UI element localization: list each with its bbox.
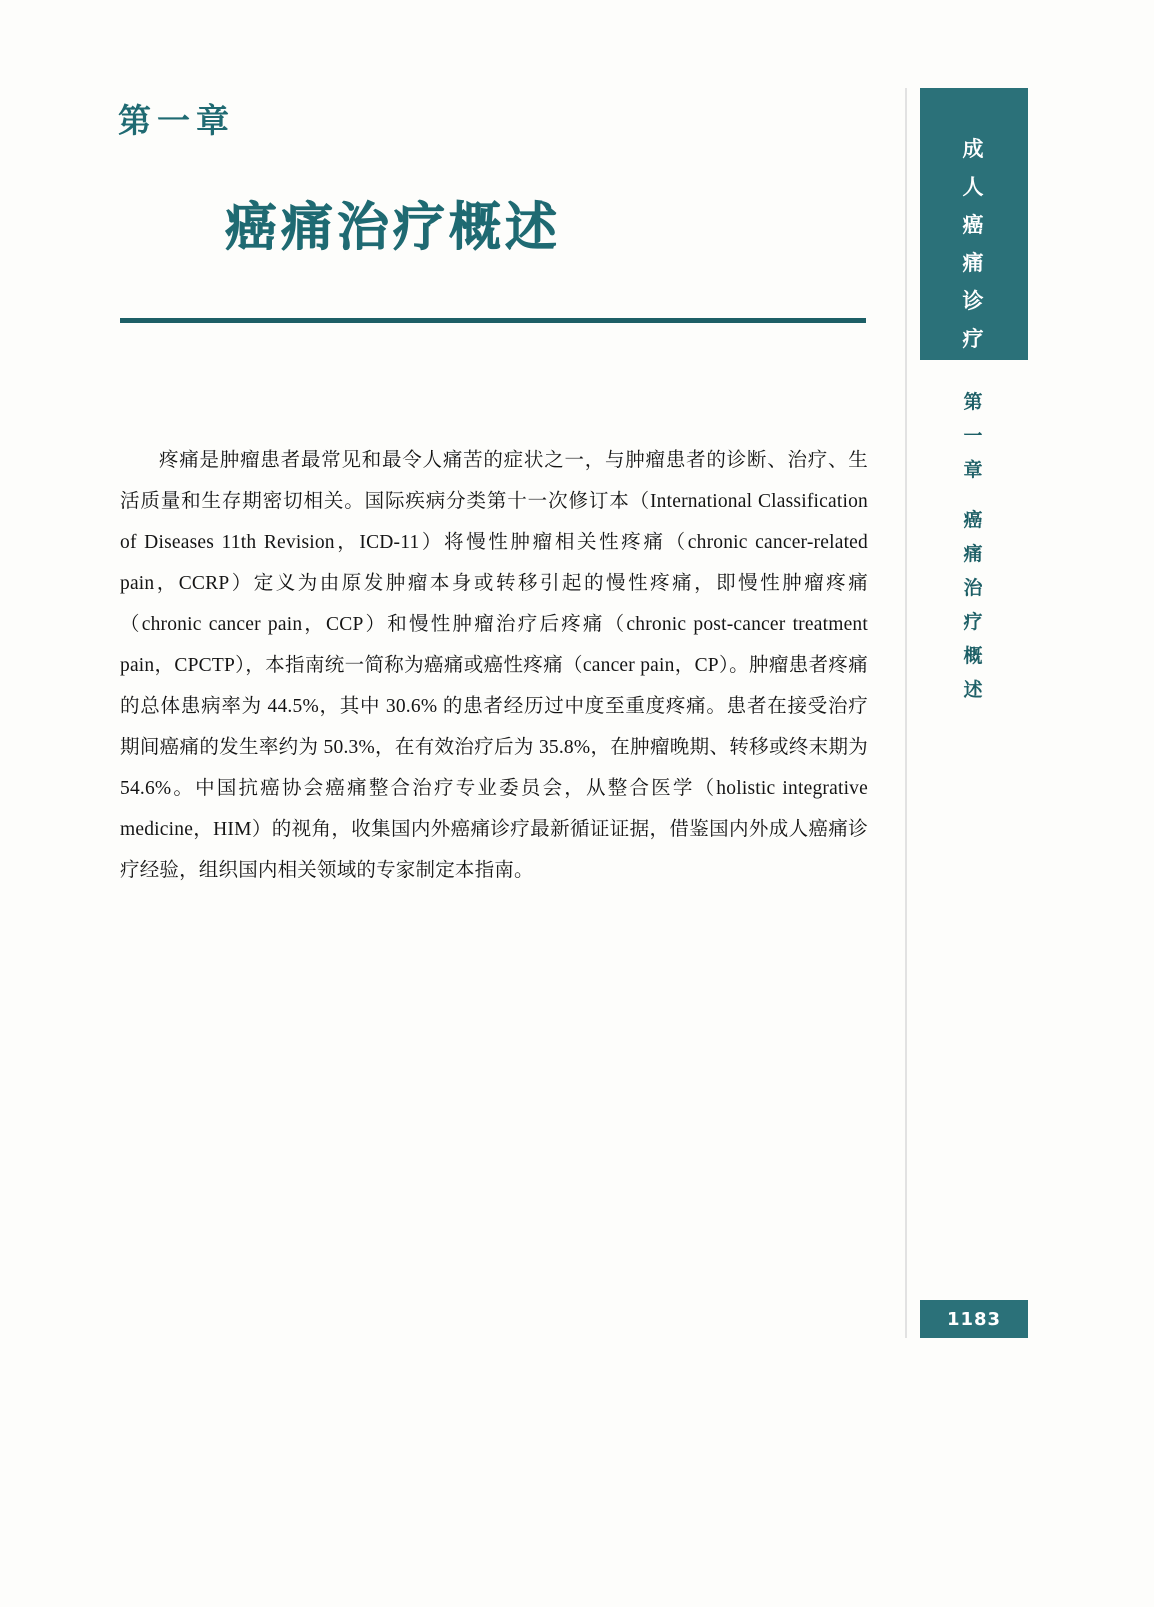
running-head-char: 概 — [963, 645, 985, 667]
side-tab-char: 人 — [962, 175, 986, 199]
chapter-title: 癌痛治疗概述 — [225, 198, 562, 258]
side-running-head — [920, 385, 1028, 707]
side-tab-char: 癌 — [962, 213, 986, 237]
running-head-char: 述 — [963, 679, 985, 701]
side-tab-char: 疗 — [962, 327, 986, 351]
body-paragraph: 疼痛是肿瘤患者最常见和最令人痛苦的症状之一，与肿瘤患者的诊断、治疗、生活质量和生存期密切相关。国际疾病分类第十一次修订本（International Classification of Diseases 11th Revision，ICD-11）将慢性肿瘤相关性疼痛（chronic cancer-related pain，CCRP）定义为由原发肿瘤本身或转移引起的慢性疼痛，即慢性肿瘤疼痛（chronic cancer pain，CCP）和慢性肿瘤治疗后疼痛（chronic post-cancer treatment pain，CPCTP），本指南统一简称为癌痛或癌性疼痛（cancer pain，CP）。肿瘤患者疼痛的总体患病率为 44.5%，其中 30.6% 的患者经历过中度至重度疼痛。患者在接受治疗期间癌痛的发生率约为 50.3%，在有效治疗后为 35.8%，在肿瘤晚期、转移或终末期为 54.6%。中国抗癌协会癌痛整合治疗专业委员会，从整合医学（holistic integrative medicine，HIM）的视角，收集国内外癌痛诊疗最新循证证据，借鉴国内外成人癌痛诊疗经验，组织国内相关领域的专家制定本指南。 — [120, 450, 868, 881]
side-tab-char: 成 — [962, 137, 986, 161]
running-head-char: 章 — [963, 459, 985, 481]
running-head-gap — [920, 487, 1028, 503]
running-head-char: 一 — [963, 425, 985, 447]
side-tab-char: 痛 — [962, 251, 986, 275]
side-tab-char: 诊 — [962, 289, 986, 313]
page-number-badge: 1183 — [920, 1300, 1028, 1338]
side-tab-book-title — [920, 88, 1028, 360]
body-text-block — [120, 440, 868, 891]
title-divider — [120, 318, 866, 323]
running-head-char: 治 — [963, 577, 985, 599]
running-head-char: 疗 — [963, 611, 985, 633]
chapter-label: 第一章 — [118, 101, 235, 140]
column-divider — [905, 88, 907, 1338]
side-tab-text — [920, 130, 1028, 358]
running-head-char: 痛 — [963, 543, 985, 565]
running-head-char: 第 — [963, 391, 985, 413]
running-head-char: 癌 — [963, 509, 985, 531]
